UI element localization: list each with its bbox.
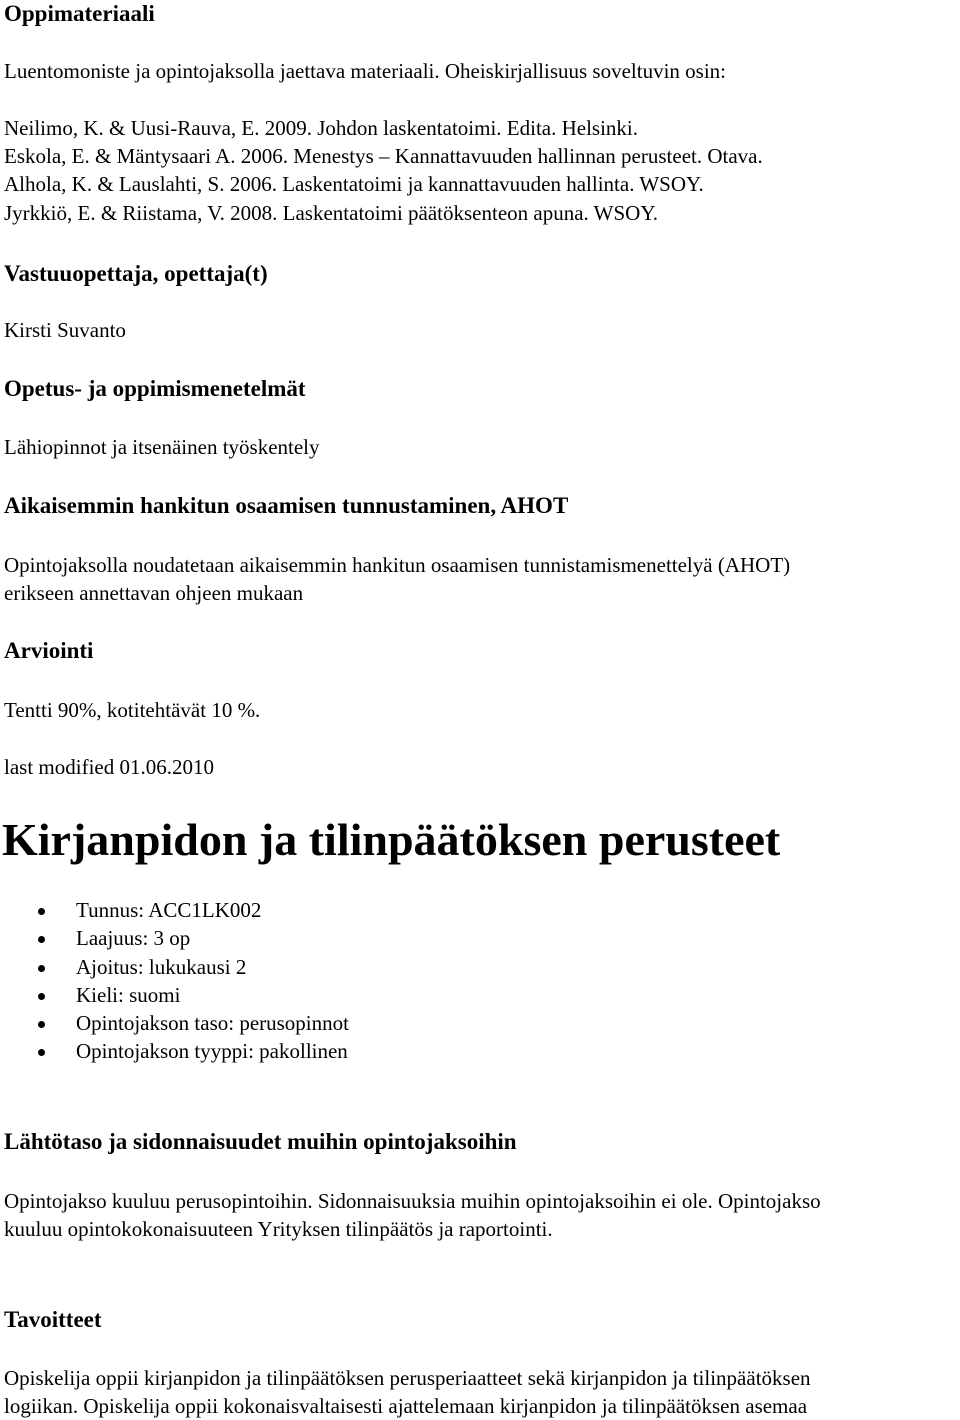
prerequisites-line: kuuluu opintokokonaisuuteen Yrityksen tilinpäätös ja raportointi. [4,1217,553,1241]
last-modified: last modified 01.06.2010 [4,755,214,779]
list-item [0,896,349,924]
bullet-icon [38,993,45,1000]
bullet-icon [38,936,45,943]
section-heading-arviointi: Arviointi [4,638,94,663]
teacher-name: Kirsti Suvanto [4,318,126,342]
reference-item: Jyrkkiö, E. & Riistama, V. 2008. Laskentatoimi päätöksenteon apuna. WSOY. [4,201,659,225]
prerequisites-line: Opintojakso kuuluu perusopintoihin. Sidonnaisuuksia muihin opintojaksoihin ei ole. Opintojakso [4,1189,821,1213]
detail-text: Opintojakson taso: perusopinnot [76,1011,349,1036]
assessment-text: Tentti 90%, kotitehtävät 10 %. [4,698,261,722]
bullet-icon [38,965,45,972]
reference-item: Eskola, E. & Mäntysaari A. 2006. Menestys – Kannattavuuden hallinnan perusteet. Otava. [4,144,763,168]
objectives-line: Opiskelija oppii kirjanpidon ja tilinpäätöksen perusperiaatteet sekä kirjanpidon ja tilinpäätöksen [4,1366,811,1390]
list-item [0,924,349,952]
section-heading-opetusmenetelmat: Opetus- ja oppimismenetelmät [4,376,306,401]
list-item [0,953,349,981]
section-heading-tavoitteet: Tavoitteet [4,1307,102,1332]
bullet-icon [38,1021,45,1028]
materials-intro: Luentomoniste ja opintojaksolla jaettava materiaali. Oheiskirjallisuus soveltuvin osin: [4,59,727,83]
bullet-icon [38,908,45,915]
detail-text: Kieli: suomi [76,982,181,1007]
section-heading-lahtotaso: Lähtötaso ja sidonnaisuudet muihin opintojaksoihin [4,1129,517,1154]
course-title: Kirjanpidon ja tilinpäätöksen perusteet [2,814,781,865]
detail-text: Ajoitus: lukukausi 2 [76,954,247,979]
list-item [0,1009,349,1037]
objectives-line: logiikan. Opiskelija oppii kokonaisvaltaisesti ajattelemaan kirjanpidon ja tilinpäätöksen asemaa [4,1394,808,1418]
list-item [0,1037,349,1065]
teaching-methods-text: Lähiopinnot ja itsenäinen työskentely [4,435,320,459]
ahot-text-line: erikseen annettavan ohjeen mukaan [4,581,304,605]
course-details-list [0,896,349,1066]
ahot-text-line: Opintojaksolla noudatetaan aikaisemmin hankitun osaamisen tunnistamismenettelyä (AHOT) [4,553,791,577]
detail-text: Tunnus: ACC1LK002 [76,898,262,922]
detail-text: Opintojakson tyyppi: pakollinen [76,1039,348,1064]
list-item [0,981,349,1009]
detail-text: Laajuus: 3 op [76,926,191,951]
bullet-icon [38,1049,45,1056]
section-heading-oppimateriaali: Oppimateriaali [4,1,155,26]
section-heading-ahot: Aikaisemmin hankitun osaamisen tunnustaminen, AHOT [4,493,569,518]
reference-item: Neilimo, K. & Uusi-Rauva, E. 2009. Johdon laskentatoimi. Edita. Helsinki. [4,116,639,140]
reference-item: Alhola, K. & Lauslahti, S. 2006. Laskentatoimi ja kannattavuuden hallinta. WSOY. [4,172,704,196]
section-heading-vastuuopettaja: Vastuuopettaja, opettaja(t) [4,261,268,286]
